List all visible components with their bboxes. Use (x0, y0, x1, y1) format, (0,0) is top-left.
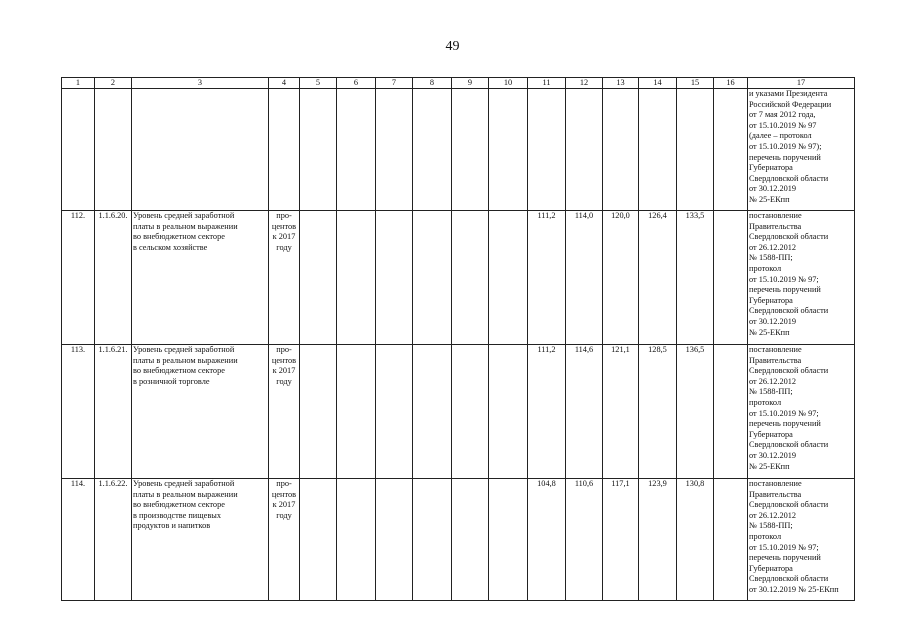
row-unit: про- центов к 2017 году (269, 345, 300, 479)
row-value: 117,1 (603, 479, 639, 601)
row-value: 126,4 (639, 211, 677, 345)
row-value (714, 345, 748, 479)
row-value (566, 89, 603, 211)
row-legal-basis: и указами Президента Российской Федерации от 7 мая 2012 года, от 15.10.2019 № 97 (далее – протокол от 15.10.2019 № 97); перечень поручений Губернатора Свердловской области от 30.12.2019 № 25-ЕКпп (748, 89, 855, 211)
row-value (528, 89, 566, 211)
row-number: 112. (62, 211, 95, 345)
column-header: 6 (337, 78, 376, 89)
row-value (413, 479, 452, 601)
row-value (300, 345, 337, 479)
row-value (376, 89, 413, 211)
column-header: 7 (376, 78, 413, 89)
row-value (337, 479, 376, 601)
row-legal-basis: постановление Правительства Свердловской области от 26.12.2012 № 1588-ПП; протокол от 15.10.2019 № 97; перечень поручений Губернатора Свердловской области от 30.12.2019 № 25-ЕКпп (748, 345, 855, 479)
row-legal-basis: постановление Правительства Свердловской области от 26.12.2012 № 1588-ПП; протокол от 15.10.2019 № 97; перечень поручений Губернатора Свердловской области от 30.12.2019 № 25-ЕКпп (748, 211, 855, 345)
row-value (337, 89, 376, 211)
row-value (337, 211, 376, 345)
row-value: 110,6 (566, 479, 603, 601)
row-value (413, 89, 452, 211)
row-value (452, 479, 489, 601)
table-row (62, 479, 855, 601)
table-row (62, 89, 855, 211)
row-value (489, 211, 528, 345)
row-indicator-name: Уровень средней заработной платы в реальном выражении во внебюджетном секторе в сельском хозяйстве (132, 211, 269, 345)
column-header: 12 (566, 78, 603, 89)
row-value (300, 479, 337, 601)
row-value (603, 89, 639, 211)
row-value: 123,9 (639, 479, 677, 601)
row-value: 133,5 (677, 211, 714, 345)
row-code: 1.1.6.20. (95, 211, 132, 345)
column-header: 3 (132, 78, 269, 89)
row-number: 113. (62, 345, 95, 479)
row-unit: про- центов к 2017 году (269, 479, 300, 601)
row-value (413, 211, 452, 345)
row-value (452, 89, 489, 211)
row-number (62, 89, 95, 211)
row-value (413, 345, 452, 479)
column-header: 4 (269, 78, 300, 89)
row-value: 111,2 (528, 211, 566, 345)
column-header: 2 (95, 78, 132, 89)
row-value (714, 479, 748, 601)
column-header-row (62, 78, 855, 89)
row-number: 114. (62, 479, 95, 601)
row-unit (269, 89, 300, 211)
column-header: 9 (452, 78, 489, 89)
column-header: 8 (413, 78, 452, 89)
page-number: 49 (445, 39, 460, 54)
column-header: 1 (62, 78, 95, 89)
column-header: 16 (714, 78, 748, 89)
column-header: 10 (489, 78, 528, 89)
row-value (337, 345, 376, 479)
row-indicator-name (132, 89, 269, 211)
column-header: 15 (677, 78, 714, 89)
row-code: 1.1.6.21. (95, 345, 132, 479)
row-value: 136,5 (677, 345, 714, 479)
row-code: 1.1.6.22. (95, 479, 132, 601)
column-header: 14 (639, 78, 677, 89)
row-value: 111,2 (528, 345, 566, 479)
row-value: 130,8 (677, 479, 714, 601)
row-code (95, 89, 132, 211)
row-legal-basis: постановление Правительства Свердловской области от 26.12.2012 № 1588-ПП; протокол от 15.10.2019 № 97; перечень поручений Губернатора Свердловской области от 30.12.2019 № 25-ЕКпп (748, 479, 855, 601)
row-value: 121,1 (603, 345, 639, 479)
row-value: 128,5 (639, 345, 677, 479)
row-value: 114,6 (566, 345, 603, 479)
table-row (62, 345, 855, 479)
row-value (714, 89, 748, 211)
row-value (376, 479, 413, 601)
row-value (452, 345, 489, 479)
column-header: 13 (603, 78, 639, 89)
row-value (677, 89, 714, 211)
table-row (62, 211, 855, 345)
row-value (489, 345, 528, 479)
row-indicator-name: Уровень средней заработной платы в реальном выражении во внебюджетном секторе в розничной торговле (132, 345, 269, 479)
row-value: 120,0 (603, 211, 639, 345)
row-value (489, 89, 528, 211)
row-value (376, 345, 413, 479)
row-value: 104,8 (528, 479, 566, 601)
column-header: 11 (528, 78, 566, 89)
row-value (489, 479, 528, 601)
indicators-table (61, 77, 855, 601)
row-value: 114,0 (566, 211, 603, 345)
row-unit: про- центов к 2017 году (269, 211, 300, 345)
row-indicator-name: Уровень средней заработной платы в реальном выражении во внебюджетном секторе в производстве пищевых продуктов и напитков (132, 479, 269, 601)
row-value (714, 211, 748, 345)
row-value (639, 89, 677, 211)
column-header: 5 (300, 78, 337, 89)
row-value (376, 211, 413, 345)
column-header: 17 (748, 78, 855, 89)
row-value (452, 211, 489, 345)
row-value (300, 89, 337, 211)
row-value (300, 211, 337, 345)
